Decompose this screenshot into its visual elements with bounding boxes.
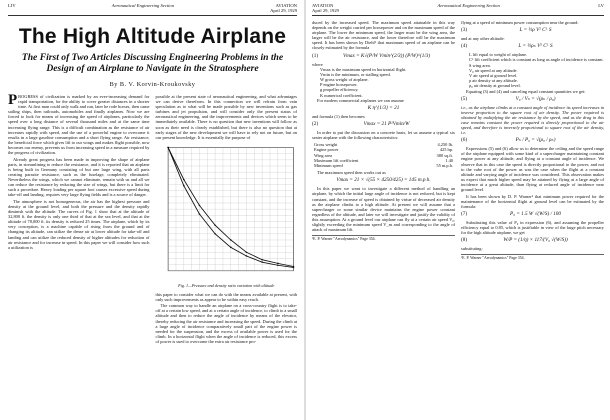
paragraph: PROGRESS of civilization is marked by an ever-increasing demand for rapid transportation, for the ability to cover greater distances in a shorter time. At first man could only walk and run, later he rode horses, then came sailing ships, then railroads, automobiles and finally airplanes. Now we are forced to look for means of increasing the speed of airplanes, particularly the speed over a long distance of several thousand miles and at the same time increasing flying range. This is a difficult combination as the resistance of air increases rapidly with speed, and the use of a powerful engine to overcome it results in a large gasoline consumption and a short flying range. Air resistance, the beneficial force which gives lift to our wings and makes flight possible, now becomes our enemy, prevents us from increasing speed in a measure required by the progress of civilization. (8, 92, 150, 156)
journal-date (312, 3, 339, 13)
paragraph: possible at the present state of aeronautical engineering, and what advantages we can derive therefrom. In this connection we will refrain from vain speculation as to what will be made possible by new inventions such as gas turbines and jet propulsion, and will consider only the present status of aeronautical engineering, and the improvements and devices which seem to be immediately available. There is no question that new inventions will follow as soon as their need is clearly established, but there is also no question that at early stages of the new development we will have to rely not on future, but on our present knowledge. It is essentially the purpose of (155, 94, 297, 140)
table-row: Engine power 425 hp. (314, 147, 453, 153)
data-point (261, 262, 263, 263)
left-page (0, 0, 303, 420)
issue-date: April 29, 1929 (270, 8, 297, 13)
footnote: ²E. P. Warner "Aerodynamics" Page 354. (312, 235, 455, 242)
left-column-1 (8, 94, 150, 345)
journal-name: AVIATION (312, 3, 334, 8)
journal-name: AVIATION (275, 3, 297, 8)
paragraph: i.e., as the airplane climbs at a constant angle of incidence its speed increases in inverse proportion to the square root of air density. The power required is obtained by multiplying the air resistance by the speed, and as the drag in this case remains constant the power required is directly proportional to the air speed, and therefore is inversely proportional to square root of the air density, i.e. (461, 104, 604, 136)
symbol-definitions: L lift equal to weight of airplane. Cᴸ lift coefficient which is constant as long as angle of incidence is constant. S wing area. V₀ air speed at any altitude. V air speed at ground level. ρ air density at any altitude. ρ₀ air density at ground level. (469, 52, 604, 89)
left-page-header (8, 3, 297, 16)
journal-date (270, 3, 297, 13)
paragraph: Already great progress has been made in improving the shape of airplane parts, in streamlining to reduce the resistance, and it is reported that an airplane is being built in Germany consisting of but one large wing, with all parts creating parasite resistance, such as the fuselage, completely eliminated. Nevertheless the wings, which we cannot eliminate, remain with us and all we can reduce the resistance by reducing the size of wings, but there is a limit for such a procedure. Heavy loading per square foot causes excessive speed during take-off and landing, requires very large flying fields and is a source of danger. (8, 156, 150, 198)
table-row: Minimum speed 55 m.p.h. (314, 163, 453, 169)
data-point (261, 259, 263, 260)
data-point (229, 240, 231, 241)
equation-8: (8) W/P = (1/η) × 117/(V₀ √(W/S)) (461, 237, 568, 244)
right-page (307, 0, 610, 420)
where-label: where (312, 61, 323, 67)
equation-6: (6) Pₕ / P₀ = √(ρ₀ / ρₕ) (461, 137, 556, 144)
paragraph: The atmosphere is not homogeneous, the air has the highest pressure and density at the ground level, and both the pressure and the density rapidly diminish with the altitude. The curves of Fig. 1 show that at the altitude of 32,800 ft. the density is only one third of that at the sea level, and that at the altitude of 78,000 ft. its density is reduced 25 times. The airplane, which by its very conception, is a machine capable of rising from the ground and of changing its altitude, can utilize the dense air at lower altitude for take-off and landing and can utilize the reduced density of higher altitudes for reduction of air resistance and for increase in speed. In this paper we will consider how such a utilization is (8, 198, 150, 250)
right-column-1 (312, 20, 455, 261)
paragraph: duced by the increased speed. The maximum speed attainable in this way depends on the weight carried per horsepower and on the maximum speed of the airplane. The lower the minimum speed, the larger must be the wing area, the larger will be the air resistance, and the lower therefore will be the maximum speed. It has been shown by Diehl¹ that maximum speed of an airplane can be closely estimated by the formula (312, 20, 455, 51)
equation-2: (2) Vmax = 21 P²Vmin/W (312, 121, 410, 128)
equation-1: (1) Vmax = K√(P/W Vmin^(2/3)) (P/W)^(1/3) (312, 52, 431, 59)
table-row: Wing area 380 sq.ft. (314, 152, 453, 158)
figure-caption: Fig. 1—Pressure and density ratio variation with altitude (178, 283, 275, 289)
article-subtitle: The First of Two Articles Discussing Engineering Problems in the Design of an Airplane to Navigate in the Stratosphere (21, 52, 284, 74)
paragraph: Substituting this value of P₀ in expression (6), and assuming the propeller efficiency equal to 0.85, which is justifiable in view of the large pitch necessary for the high altitude airplane, we get (461, 219, 604, 236)
paragraph: In order to put the discussion on a concrete basis, let us assume a typical six seater airplane with the following characteristics: (312, 130, 455, 141)
paragraph: this paper to consider what we can do with the means available at present, with only such improvements as appear to be within easy reach. (155, 291, 297, 302)
paragraph: In this paper we want to investigate a different method of handling an airplane, by which the initial large angle of incidence is not reduced, but is kept constant, and the increase of speed is obtained by virtue of decreased air density as the airplane climbs to a high altitude. At present we will assume that a supercharger or some similar device maintains the engine power constant regardless of the altitude, and later we will investigate and justify the validity of this assumption. At a ground level our airplane can fly at a certain air speed V₀, slightly exceeding the minimum speed V_m and corresponding to the angle of attack of maximum lift. (312, 186, 455, 233)
pressure-density-chart (156, 142, 298, 280)
equation-k: K η^{1/3} = 21 (367, 104, 400, 111)
paragraph: Expressions (5) and (6) allow us to determine the ceiling and the speed range of the airplane equipped with some kind of a supercharger maintaining constant engine power at any altitude, and flying at a constant angle of incidence. We observe that in this case the speed is directly proportional to the power, and not to the cube root of the power as was the case when the flight at a constant altitude and varying angle of incidence was considered. This observation makes us expect that much higher speed may be attained by flying at a large angle of incidence at a great altitude, than flying at reduced angle of incidence near ground level. (461, 146, 604, 193)
paragraph: and at any other altitude: (461, 36, 505, 42)
data-point (229, 247, 231, 248)
data-point (214, 233, 216, 234)
paragraph: substituting: (461, 246, 483, 252)
section-name: Aeronautical Engineering Section (111, 3, 175, 8)
data-point (167, 147, 169, 148)
data-point (198, 205, 200, 206)
airplane-specs-table (312, 142, 455, 168)
paragraph: and formula (1) then becomes (312, 113, 365, 119)
table-row: Gross weight 4,250 lb. (314, 142, 453, 148)
paragraph: Equating (3) and (4) and canceling equal constant quantities we get: (466, 88, 586, 94)
equation-4-lift: (4) L = ½ρₕ V² Cᴸ S (461, 43, 553, 50)
right-page-header (312, 3, 604, 16)
equation-7: (7) P₀ = 1.5 W √(W/S) / 100 (461, 210, 561, 217)
equation-3-lift: (3) L = ½ρ V² Cᴸ S (461, 27, 552, 34)
data-point (292, 267, 294, 268)
data-point (276, 265, 278, 266)
data-point (245, 256, 247, 257)
table-row: Maximum lift coefficient 1.40 (314, 157, 453, 163)
where-definitions: Vmax is the maximum speed in horizontal flight. Vmin is the minimum, or stalling speed. W gross weight of airplane. P engine horsepower. g propeller efficiency. K numerical coefficient. (320, 66, 407, 98)
data-point (182, 185, 184, 186)
equation-3: Vmax = 21 × √(55 × 4250/425) = 145 m.p.h. (336, 177, 431, 184)
paragraph: It has been shown by D. P. Warner² that minimum power required for the maintenance of the horizontal flight at ground level can be estimated by the formula: (461, 193, 604, 209)
page-gutter (304, 0, 306, 420)
data-point (214, 225, 216, 226)
footnote: ²E. P. Warner "Aerodynamics" Page 354. (461, 254, 604, 261)
paragraph: flying at a speed of minimum power consumption near the ground: (461, 20, 579, 25)
data-point (198, 214, 200, 215)
equation-5: (5) V₀ / Vₕ = √(ρₕ / ρ₀) (461, 95, 556, 102)
data-point (182, 179, 184, 180)
left-column-2 (156, 94, 298, 345)
issue-date: April 29, 1929 (312, 8, 339, 13)
page-number: LIV (8, 3, 16, 8)
right-column-2 (461, 20, 604, 261)
drop-cap: P (8, 92, 18, 108)
data-point (245, 252, 247, 253)
page-number: LV (598, 3, 604, 8)
byline: By B. V. Korvin-Kroukovsky (109, 81, 196, 88)
paragraph: The maximum speed then works out as (317, 170, 386, 176)
data-point (276, 263, 278, 264)
paragraph: The common way to handle an airplane on a cross-country flight is to take-off at a certain low speed, and at a certain angle of incidence, to climb to a small altitude and then to reduce the angle of incidence by means of the elevator, thereby reducing the air resistance and increasing the speed. During the climb at a large angle of incidence comparatively small part of the engine power is needed for the suspension, and the excess of available power is used for the climb. In a horizontal flight when the angle of incidence is reduced, this excess of power is used to overcome the extra air resistance pro- (155, 303, 297, 344)
article-title: The High Altitude Airplane (18, 25, 287, 48)
section-name: Aeronautical Engineering Section (437, 3, 500, 8)
paragraph: For modern commercial airplanes we can assume (317, 97, 404, 103)
